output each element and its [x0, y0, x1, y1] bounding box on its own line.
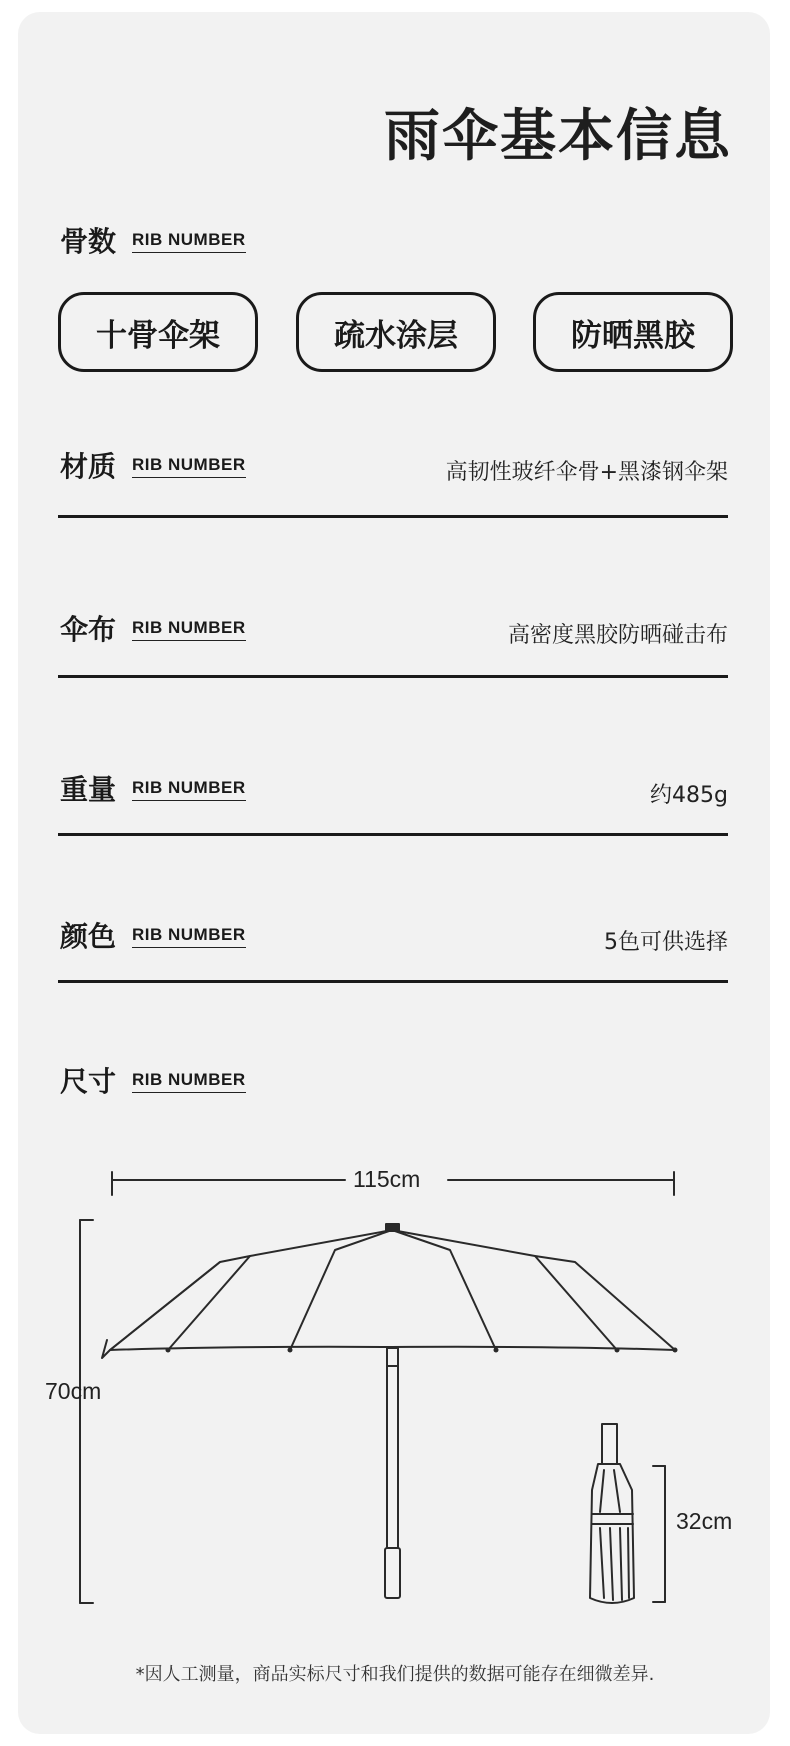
material-label-cn: 材质: [60, 450, 117, 483]
weight-label-en: RIB NUMBER: [132, 778, 246, 801]
ribs-label-cn: 骨数: [60, 225, 117, 258]
umbrella-rib: [110, 1262, 220, 1350]
width-dimension-label: 115cm: [353, 1166, 421, 1192]
umbrella-shaft: [387, 1366, 398, 1548]
fabric-label-cn: 伞布: [60, 613, 117, 646]
ribs-label-en: RIB NUMBER: [132, 230, 246, 253]
rib-end-dot: [166, 1348, 171, 1353]
folded-umbrella-fold: [620, 1528, 622, 1600]
folded-umbrella-fold: [628, 1528, 629, 1598]
page-title: 雨伞基本信息: [384, 104, 732, 169]
badge-uv-coating: 防晒黑胶: [533, 292, 733, 372]
rib-end-dot: [494, 1348, 499, 1353]
folded-umbrella-fold: [610, 1528, 613, 1600]
umbrella-rib: [290, 1230, 392, 1350]
rib-end-dot: [615, 1348, 620, 1353]
folded-umbrella-handle: [602, 1424, 617, 1464]
umbrella-top-cap: [386, 1224, 399, 1231]
fabric-label-en: RIB NUMBER: [132, 618, 246, 641]
footnote: *因人工测量，商品实标尺寸和我们提供的数据可能存在细微差异.: [135, 1664, 655, 1685]
material-value: 高韧性玻纤伞骨+黑漆钢伞架: [445, 460, 728, 485]
size-label-cn: 尺寸: [60, 1065, 117, 1098]
rib-end-dot: [673, 1348, 678, 1353]
umbrella-handle: [385, 1548, 400, 1598]
umbrella-rib: [535, 1256, 617, 1350]
umbrella-rib: [392, 1230, 496, 1350]
material-label-en: RIB NUMBER: [132, 455, 246, 478]
badge-water-repellent: 疏水涂层: [296, 292, 496, 372]
color-label-cn: 颜色: [60, 920, 117, 953]
fabric-value: 高密度黑胶防晒碰击布: [507, 623, 728, 648]
folded-dimension-label: 32cm: [676, 1508, 733, 1534]
color-label-en: RIB NUMBER: [132, 925, 246, 948]
weight-value: 约485g: [650, 783, 728, 808]
color-value: 5色可供选择: [604, 930, 728, 955]
folded-umbrella-fold: [600, 1470, 604, 1512]
folded-umbrella-fold: [600, 1528, 604, 1598]
rib-tip: [102, 1340, 110, 1358]
height-dimension-label: 70cm: [45, 1378, 102, 1404]
rib-end-dot: [288, 1348, 293, 1353]
weight-label-cn: 重量: [60, 773, 117, 806]
folded-umbrella-fold: [614, 1470, 620, 1512]
umbrella-canopy: [110, 1230, 675, 1350]
size-label-en: RIB NUMBER: [132, 1070, 246, 1093]
badge-ten-ribs: 十骨伞架: [58, 292, 258, 372]
umbrella-shaft-runner: [387, 1348, 398, 1366]
